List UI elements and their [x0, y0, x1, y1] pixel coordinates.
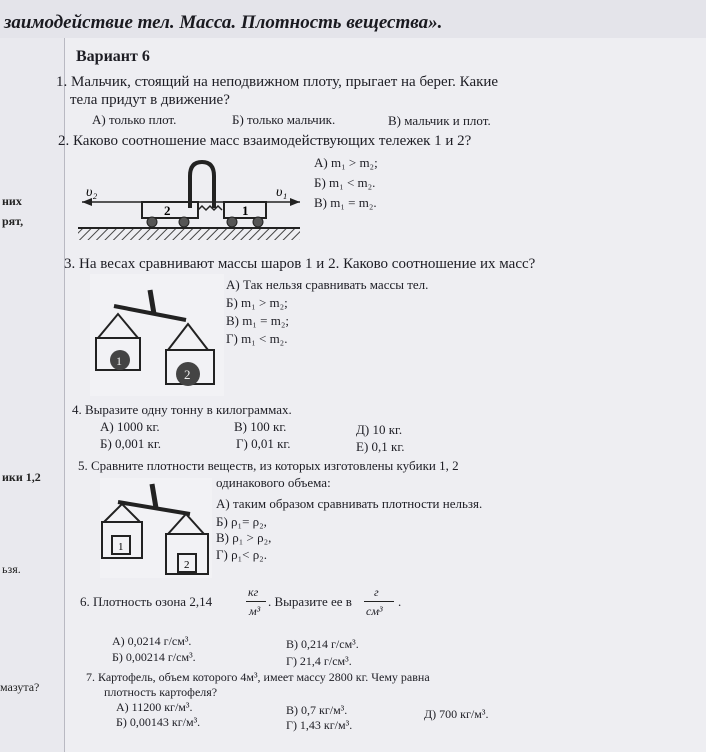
q6-fraction2-numerator: г: [374, 585, 379, 599]
q3-option-c: В) m₁ = m₂;: [226, 313, 289, 328]
q4-option-d: Г) 0,01 кг.: [236, 436, 291, 451]
ball-2-label: 2: [184, 367, 191, 382]
q4-text: 4. Выразите одну тонну в килограммах.: [72, 402, 292, 417]
q1-option-b: Б) только мальчик.: [232, 112, 336, 127]
q3-text: 3. На весах сравнивают массы шаров 1 и 2. Каково соотношение их масс?: [64, 256, 536, 272]
balance-scale-cubes: [100, 478, 212, 578]
q7-option-a: А) 11200 кг/м³.: [116, 700, 193, 714]
q5-text-line1: 5. Сравните плотности веществ, из которых изготовлены кубики 1, 2: [78, 458, 459, 473]
spring-coil: [198, 206, 222, 210]
q6-fraction1-denominator: м³: [249, 604, 261, 618]
velocity-v2-label: υ₂: [86, 185, 98, 200]
ground-hatching: [78, 228, 300, 240]
q5-option-a: А) таким образом сравнивать плотности нельзя.: [216, 496, 483, 511]
q6-option-b: Б) 0,00214 г/см³.: [112, 650, 196, 664]
ball-1-label: 1: [116, 354, 122, 368]
q6-fraction2-denominator: см³: [366, 604, 383, 618]
carts-figure: [78, 156, 300, 246]
q6-text-end: .: [398, 594, 402, 609]
q5-text-line2: одинакового объема:: [216, 475, 331, 490]
cube-1-label: 1: [118, 541, 124, 553]
q4-option-e: Д) 10 кг.: [356, 422, 403, 437]
q4-option-f: Е) 0,1 кг.: [356, 439, 405, 454]
left-fragment: мазута?: [0, 680, 40, 694]
q1-text-line1: 1. Мальчик, стоящий на неподвижном плоту, прыгает на берег. Какие: [56, 74, 499, 90]
variant-title: Вариант 6: [76, 48, 150, 65]
q5-option-c: В) ρ₁ > ρ₂,: [216, 530, 272, 545]
q2-text: 2. Каково соотношение масс взаимодействующих тележек 1 и 2?: [58, 133, 472, 149]
cube-2-label: 2: [184, 559, 190, 571]
velocity-v1-label: υ₁: [276, 185, 288, 200]
right-arrow: [290, 198, 300, 206]
q3-option-b: Б) m₁ > m₂;: [226, 295, 288, 310]
q6-fraction1-bar: [246, 601, 266, 602]
q1-option-a: А) только плот.: [92, 112, 177, 127]
q1-option-c: В) мальчик и плот.: [388, 113, 491, 128]
left-fragment: ики 1,2: [2, 470, 41, 484]
header-band: [0, 0, 706, 39]
q6-fraction2-bar: [364, 601, 394, 602]
q5-option-b: Б) ρ₁= ρ₂,: [216, 514, 267, 529]
q4-option-a: А) 1000 кг.: [100, 419, 160, 434]
q3-option-a: А) Так нельзя сравнивать массы тел.: [226, 277, 429, 292]
q6-option-a: А) 0,0214 г/см³.: [112, 634, 192, 648]
q4-option-c: В) 100 кг.: [234, 419, 287, 434]
q7-option-d: Г) 1,43 кг/м³.: [286, 718, 353, 732]
q1-text-line2: тела придут в движение?: [70, 92, 230, 108]
q2-option-b: Б) m₁ < m₂.: [314, 175, 376, 190]
q6-option-d: Г) 21,4 г/см³.: [286, 654, 352, 668]
q7-option-b: Б) 0,00143 кг/м³.: [116, 715, 201, 729]
q6-text-mid: . Выразите ее в: [268, 594, 352, 609]
q7-option-c: В) 0,7 кг/м³.: [286, 703, 348, 717]
q6-text-start: 6. Плотность озона 2,14: [80, 594, 213, 609]
q5-option-d: Г) ρ₁< ρ₂.: [216, 547, 267, 562]
q7-text-line1: 7. Картофель, объем которого 4м³, имеет массу 2800 кг. Чему равна: [86, 670, 430, 684]
balance-scale-balls: [90, 274, 224, 396]
q7-text-line2: плотность картофеля?: [104, 685, 218, 699]
q4-option-b: Б) 0,001 кг.: [100, 436, 161, 451]
q3-option-d: Г) m₁ < m₂.: [226, 331, 288, 346]
section-title: заимодействие тел. Масса. Плотность вещества».: [4, 12, 443, 33]
cart-1-label: 1: [242, 203, 249, 218]
left-facing-page: [0, 38, 64, 752]
q6-fraction1-numerator: кг: [248, 585, 259, 599]
left-fragment: рят,: [2, 214, 24, 228]
cart-2-label: 2: [164, 203, 171, 218]
left-fragment: них: [2, 194, 22, 208]
q7-option-e: Д) 700 кг/м³.: [424, 707, 489, 721]
q2-option-c: В) m₁ = m₂.: [314, 195, 377, 210]
left-fragment: ьзя.: [2, 562, 21, 576]
q6-option-c: В) 0,214 г/см³.: [286, 637, 359, 651]
q2-option-a: А) m₁ > m₂;: [314, 155, 378, 170]
